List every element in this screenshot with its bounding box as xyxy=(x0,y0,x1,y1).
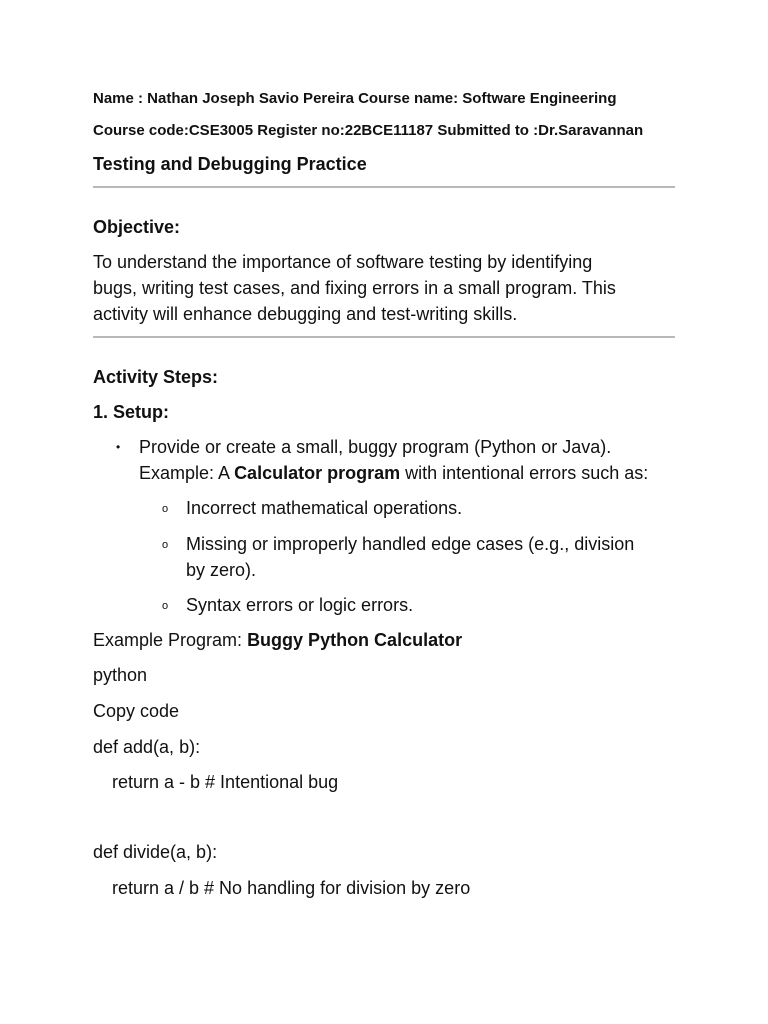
objective-text-line-2: bugs, writing test cases, and fixing errors in a small program. This xyxy=(93,278,616,298)
sub-bullet-icon: o xyxy=(162,600,169,612)
example-program-label xyxy=(93,627,462,653)
code-language-label: python xyxy=(93,665,148,685)
bullet-text-line-1: Provide or create a small, buggy program (Python or Java). xyxy=(139,437,612,457)
code-line-4: return a / b # No handling for division by zero xyxy=(112,878,471,898)
example-label-text: Example Program: xyxy=(93,630,248,650)
sub-bullet-icon: o xyxy=(162,503,169,515)
bullet-icon: • xyxy=(116,440,121,454)
sub-item-1: Incorrect mathematical operations. xyxy=(186,498,463,518)
example-program-name: Buggy Python Calculator xyxy=(247,630,463,650)
bullet-text-line-2 xyxy=(139,460,648,486)
calculator-program-emphasis: Calculator program xyxy=(234,463,401,483)
sub-bullet-icon: o xyxy=(162,539,169,551)
bullet-text-prefix: Example: A xyxy=(139,463,235,483)
objective-text-line-3: activity will enhance debugging and test-writing skills. xyxy=(93,304,518,324)
sub-item-2: Missing or improperly handled edge cases (e.g., division xyxy=(186,534,635,554)
header-line-1: Name : Nathan Joseph Savio Pereira Course name: Software Engineering xyxy=(93,90,617,107)
sub-item-2-continued: by zero). xyxy=(186,560,257,580)
code-line-3: def divide(a, b): xyxy=(93,842,218,862)
activity-heading: Activity Steps: xyxy=(93,367,219,387)
code-line-1: def add(a, b): xyxy=(93,737,201,757)
code-line-2: return a - b # Intentional bug xyxy=(112,772,339,792)
bullet-text-suffix: with intentional errors such as: xyxy=(400,463,649,483)
document-title: Testing and Debugging Practice xyxy=(93,154,367,174)
copy-code-label: Copy code xyxy=(93,701,180,721)
objective-text-line-1: To understand the importance of software testing by identifying xyxy=(93,252,593,272)
objective-heading: Objective: xyxy=(93,217,181,237)
step-1-heading: 1. Setup: xyxy=(93,402,170,422)
horizontal-rule xyxy=(93,336,675,338)
horizontal-rule xyxy=(93,186,675,188)
header-line-2: Course code:CSE3005 Register no:22BCE11187 Submitted to :Dr.Saravannan xyxy=(93,122,644,139)
sub-item-3: Syntax errors or logic errors. xyxy=(186,595,414,615)
